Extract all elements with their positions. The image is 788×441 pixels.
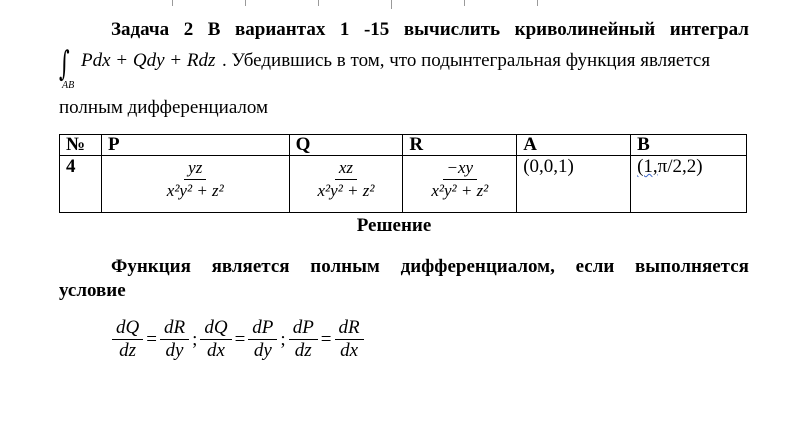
fraction-numerator: dR <box>160 318 189 340</box>
fraction-numerator: dR <box>335 318 364 340</box>
fraction-numerator: xz <box>335 158 357 180</box>
fraction-dP-dy <box>248 318 277 361</box>
fraction-dR-dy <box>160 318 189 361</box>
fraction-dQ-dx <box>200 318 231 361</box>
cell-P <box>101 156 289 213</box>
ruler-tick <box>391 0 392 9</box>
fraction-numerator: dQ <box>200 318 231 340</box>
fraction-denominator: dx <box>340 340 359 361</box>
heading-word: В <box>207 19 221 40</box>
header-cell-Q: Q <box>289 135 403 156</box>
header-cell-A: A <box>517 135 631 156</box>
equals-sign: = <box>234 328 246 350</box>
ruler-tick <box>245 0 246 6</box>
heading-word: 2 <box>183 19 194 40</box>
fraction-denominator: dy <box>165 340 184 361</box>
heading-word: криволинейный <box>514 19 656 40</box>
table-row <box>60 156 747 213</box>
integral-description: . Убедившись в том, что подынтегральная функция является <box>222 50 711 71</box>
fraction-denominator: x²y² + z² <box>166 181 224 200</box>
paragraph-continuation: полным дифференциалом <box>59 97 269 118</box>
fraction-R <box>427 158 492 201</box>
fraction-numerator: dP <box>248 318 277 340</box>
heading-word: -15 <box>363 19 390 40</box>
cell-B <box>631 156 747 213</box>
condition-word: полным <box>310 256 380 277</box>
fraction-denominator: dz <box>294 340 312 361</box>
ruler-tick <box>537 0 538 6</box>
cell-B-rest: π/2,2) <box>657 156 703 177</box>
integral-sign: ∫ <box>59 44 70 84</box>
equals-sign: = <box>146 328 157 350</box>
fraction-Q <box>314 158 379 201</box>
fraction-numerator: −xy <box>443 158 478 180</box>
ruler-tick <box>464 0 465 6</box>
separator: ; <box>192 328 198 350</box>
equals-sign: = <box>320 328 332 350</box>
integral-line <box>59 42 749 94</box>
fraction-dP-dz <box>289 318 318 361</box>
fraction-denominator: dx <box>206 340 225 361</box>
fraction-denominator: dz <box>119 340 137 361</box>
condition-line-2: условие <box>59 280 126 301</box>
cell-A: (0,0,1) <box>517 156 631 213</box>
separator: ; <box>280 328 286 350</box>
fraction-dR-dx <box>335 318 364 361</box>
fraction-numerator: dP <box>289 318 318 340</box>
condition-word: является <box>211 256 290 277</box>
ruler-tick <box>318 0 319 6</box>
fraction-P <box>163 158 228 201</box>
integral-subscript: AB <box>62 80 75 91</box>
cell-Q <box>289 156 403 213</box>
ruler-tick <box>172 0 173 6</box>
spellcheck-underlined-text: (1, <box>637 156 658 177</box>
heading-word: Задача <box>111 19 170 40</box>
solution-title: Решение <box>356 215 432 236</box>
condition-line <box>59 256 749 278</box>
header-cell-R: R <box>403 135 517 156</box>
condition-word: дифференциалом, <box>400 256 555 277</box>
variants-table <box>59 134 747 213</box>
heading-word: интеграл <box>669 19 749 40</box>
fraction-numerator: dQ <box>112 318 143 340</box>
heading-word: 1 <box>339 19 350 40</box>
header-cell-number: № <box>60 135 102 156</box>
fraction-dQ-dz <box>112 318 143 361</box>
fraction-numerator: yz <box>184 158 206 180</box>
condition-word: выполняется <box>635 256 749 277</box>
fraction-denominator: dy <box>253 340 272 361</box>
cell-number: 4 <box>60 156 102 213</box>
table-header-row <box>60 135 747 156</box>
integrand: Pdx + Qdy + Rdz <box>81 50 216 71</box>
fraction-denominator: x²y² + z² <box>317 181 375 200</box>
fraction-denominator: x²y² + z² <box>431 181 489 200</box>
condition-formula <box>112 318 364 361</box>
cell-R <box>403 156 517 213</box>
condition-word: если <box>575 256 615 277</box>
header-cell-P: P <box>101 135 289 156</box>
header-cell-B: B <box>631 135 747 156</box>
heading-word: вариантах <box>235 19 326 40</box>
heading-word: вычислить <box>403 19 501 40</box>
task-heading <box>59 19 749 41</box>
condition-word: Функция <box>111 256 191 277</box>
